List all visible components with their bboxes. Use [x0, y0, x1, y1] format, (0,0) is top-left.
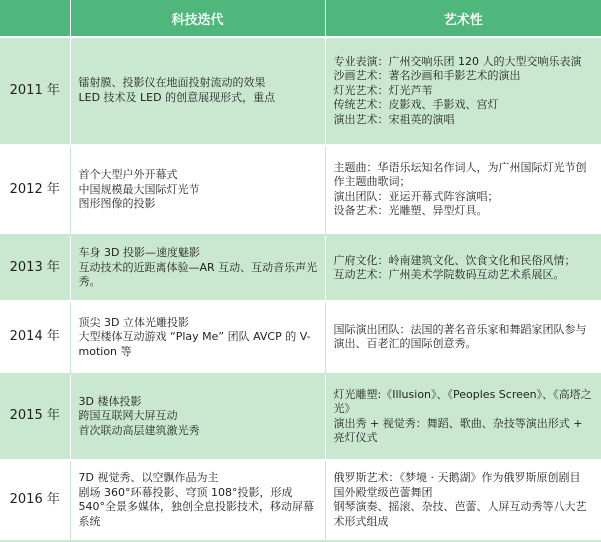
art-cell: [325, 301, 601, 374]
tech-cell: [70, 301, 325, 374]
tech-line: 顶尖 3D 立体光雕投影: [78, 315, 189, 329]
year-cell: 2013 年: [0, 235, 70, 301]
tech-line: 镭射膜、投影仪在地面投射流动的效果: [78, 76, 266, 90]
tech-cell: [70, 460, 325, 541]
art-line: 演出艺术：宋祖英的演唱: [333, 112, 455, 126]
art-line: 主题曲：华语乐坛知名作词人，为广州国际灯光节创作主题曲歌词；: [333, 160, 587, 189]
tech-cell: [70, 374, 325, 460]
art-cell: [325, 235, 601, 301]
tech-line: 大型楼体互动游戏 “Play Me” 团队 AVCP 的 V-motion 等: [78, 330, 311, 358]
tech-line: 首次联动高层建筑激光秀: [78, 423, 200, 437]
year-cell: 2012 年: [0, 145, 70, 235]
art-cell: [325, 374, 601, 460]
year-cell: 2016 年: [0, 460, 70, 541]
table-row: [0, 37, 601, 145]
art-line: 俄罗斯艺术：《梦境 · 天鹅湖》作为俄罗斯原创剧目: [333, 471, 581, 485]
art-line: 灯光雕塑:《Illusion》、《Peoples Screen》、《高塔之光》: [333, 387, 592, 416]
year-cell: 2011 年: [0, 37, 70, 145]
header-tech: 科技迭代: [70, 0, 325, 37]
header-art: 艺术性: [325, 0, 601, 37]
tech-line: 车身 3D 投影—速度魅影: [78, 246, 200, 260]
tech-line: 首个大型户外开幕式: [78, 168, 178, 182]
art-line: 国外殿堂级芭蕾舞团: [333, 485, 433, 499]
art-cell: [325, 145, 601, 235]
art-line: 专业表演：广州交响乐团 120 人的大型交响乐表演: [333, 54, 582, 68]
tech-line: 7D 视觉秀、以空飘作品为主: [78, 471, 219, 485]
art-line: 钢琴演奏、摇滚、杂技、芭蕾、人屏互动秀等八大艺术形式组成: [333, 500, 587, 528]
tech-line: 互动技术的近距离体验—AR 互动、互动音乐声光秀。: [78, 260, 318, 289]
art-cell: [325, 37, 601, 145]
tech-line: 中国规模最大国际灯光节: [78, 182, 200, 196]
tech-line: 图形图像的投影: [78, 197, 156, 211]
tech-line: LED 技术及 LED 的创意展现形式，重点: [78, 90, 276, 104]
header-row: [0, 0, 601, 37]
art-line: 国际演出团队：法国的著名音乐家和舞蹈家团队参与演出、百老汇的国际创意秀。: [333, 322, 587, 351]
art-line: 演出秀 + 视觉秀：舞蹈、歌曲、杂技等演出形式 + 亮灯仪式: [333, 416, 583, 445]
tech-cell: [70, 235, 325, 301]
art-cell: [325, 460, 601, 541]
art-line: 灯光艺术：灯光芦苇: [333, 83, 433, 97]
art-line: 传统艺术：皮影戏、手影戏、宫灯: [333, 98, 499, 112]
tech-cell: [70, 37, 325, 145]
table-row: [0, 460, 601, 541]
year-cell: 2015 年: [0, 374, 70, 460]
table-row: [0, 235, 601, 301]
header-year: [0, 0, 70, 37]
art-line: 广府文化：岭南建筑文化、饮食文化和民俗风情；: [333, 253, 576, 267]
art-line: 设备艺术：光雕塑、异型灯具。: [333, 204, 488, 218]
art-line: 沙画艺术：著名沙画和手影艺术的演出: [333, 69, 521, 83]
tech-cell: [70, 145, 325, 235]
table-row: [0, 374, 601, 460]
table-row: [0, 145, 601, 235]
tech-line: 3D 楼体投影: [78, 394, 142, 408]
year-cell: 2014 年: [0, 301, 70, 374]
art-line: 演出团队：亚运开幕式阵容演唱；: [333, 189, 499, 203]
table-row: [0, 301, 601, 374]
tech-line: 剧场 360°环幕投影、穹顶 108°投影，形成 540°全景多媒体，独创全息投影技术，移动屏幕系统: [78, 485, 314, 528]
tech-line: 跨国互联网大屏互动: [78, 409, 178, 423]
art-line: 互动艺术：广州美术学院数码互动艺术系展区。: [333, 268, 565, 282]
